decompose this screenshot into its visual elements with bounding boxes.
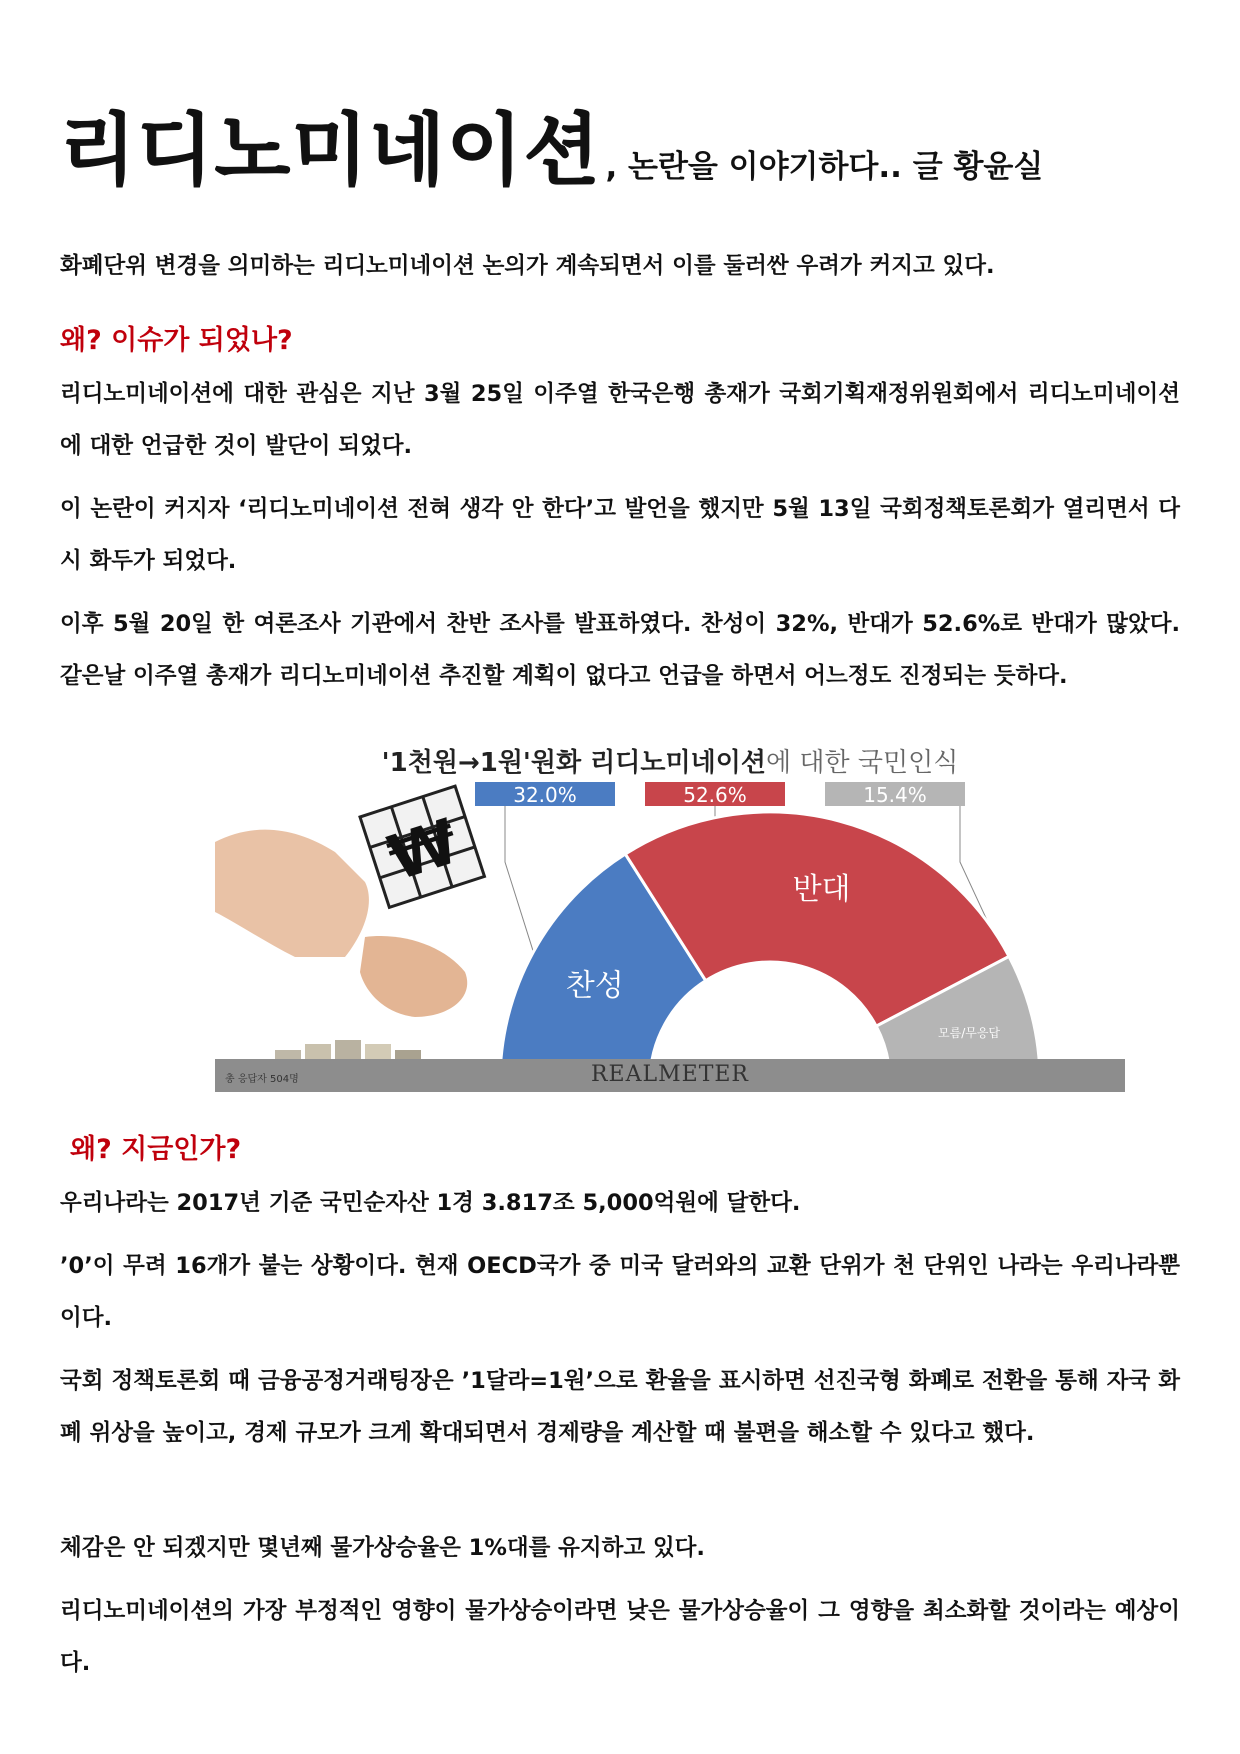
svg-text:₩: ₩ [379,804,467,895]
title-subtitle: , 논란을 이야기하다.. 글 황윤실 [605,149,1044,185]
value-text-unknown: 15.4% [863,783,927,807]
figure-footer-bar [215,1059,1125,1092]
connector-support [505,806,533,952]
realmeter-logo: REALMETER [590,1062,749,1087]
figure-title-bold: '1천원→1원'원화 리디노미네이션 [381,748,766,778]
value-text-support: 32.0% [513,783,577,807]
figure-title [215,742,1125,779]
won-cube-icon [360,786,484,907]
hand-left [215,830,369,957]
document-title [60,106,1044,196]
section1-heading: 왜? 이슈가 되었나? [60,325,293,356]
section2-paragraph-3: 국회 정책토론회 때 금융공정거래팅장은 ’1달라=1원’으로 환율을 표시하면 선진국형 화폐로 전환을 통해 자국 화폐 위상을 높이고, 경제 규모가 크게 확대되면서 경제량을 계산할 때 불편을 해소할 수 있다고 했다. [60,1368,1180,1446]
section2-paragraph-4: 체감은 안 되겠지만 몇년째 물가상승율은 1%대를 유지하고 있다. [60,1535,705,1561]
value-text-oppose: 52.6% [683,783,747,807]
section1-paragraph-1: 리디노미네이션에 대한 관심은 지난 3월 25일 이주열 한국은행 총재가 국회기획재정위원회에서 리디노미네이션에 대한 언급한 것이 발단이 되었다. [60,381,1180,459]
value-label-group [475,782,965,807]
label-oppose: 반대 [792,871,851,907]
section2-paragraph-1: 우리나라는 2017년 기준 국민순자산 1경 3.817조 5,000억원에 달한다. [60,1190,801,1216]
donut-chart [215,782,1125,1092]
section2-heading: 왜? 지금인가? [70,1134,242,1165]
section2-paragraph-5: 리디노미네이션의 가장 부정적인 영향이 물가상승이라면 낮은 물가상승율이 그 영향을 최소화할 것이라는 예상이다. [60,1598,1180,1676]
label-support: 찬성 [565,968,624,1004]
slice-group [500,812,1040,1082]
hands-cube-illustration [215,786,484,1072]
title-main: 리디노미네이션 [60,106,602,196]
section1-paragraph-3: 이후 5월 20일 한 여론조사 기관에서 찬반 조사를 발표하였다. 찬성이 32%, 반대가 52.6%로 반대가 많았다. 같은날 이주열 총재가 리디노미네이션 추진할 계획이 없다고 언급을 하면서 어느정도 진정되는 듯하다. [60,611,1180,689]
figure-title-rest: 에 대한 국민인식 [766,748,959,778]
respondent-note: 총 응답자 504명 [225,1074,299,1085]
section1-paragraph-2: 이 논란이 커지자 ‘리디노미네이션 전혀 생각 안 한다’고 발언을 했지만 5월 13일 국회정책토론회가 열리면서 다시 화두가 되었다. [60,496,1180,574]
hand-right [360,936,467,1017]
intro-paragraph: 화폐단위 변경을 의미하는 리디노미네이션 논의가 계속되면서 이를 둘러싼 우려가 커지고 있다. [60,253,995,279]
section2-paragraph-2: ’0’이 무려 16개가 붙는 상황이다. 현재 OECD국가 중 미국 달러와의 교환 단위가 천 단위인 나라는 우리나라뿐이다. [60,1253,1180,1331]
label-unknown: 모름/무응답 [938,1025,1001,1040]
survey-figure [215,748,1125,1092]
